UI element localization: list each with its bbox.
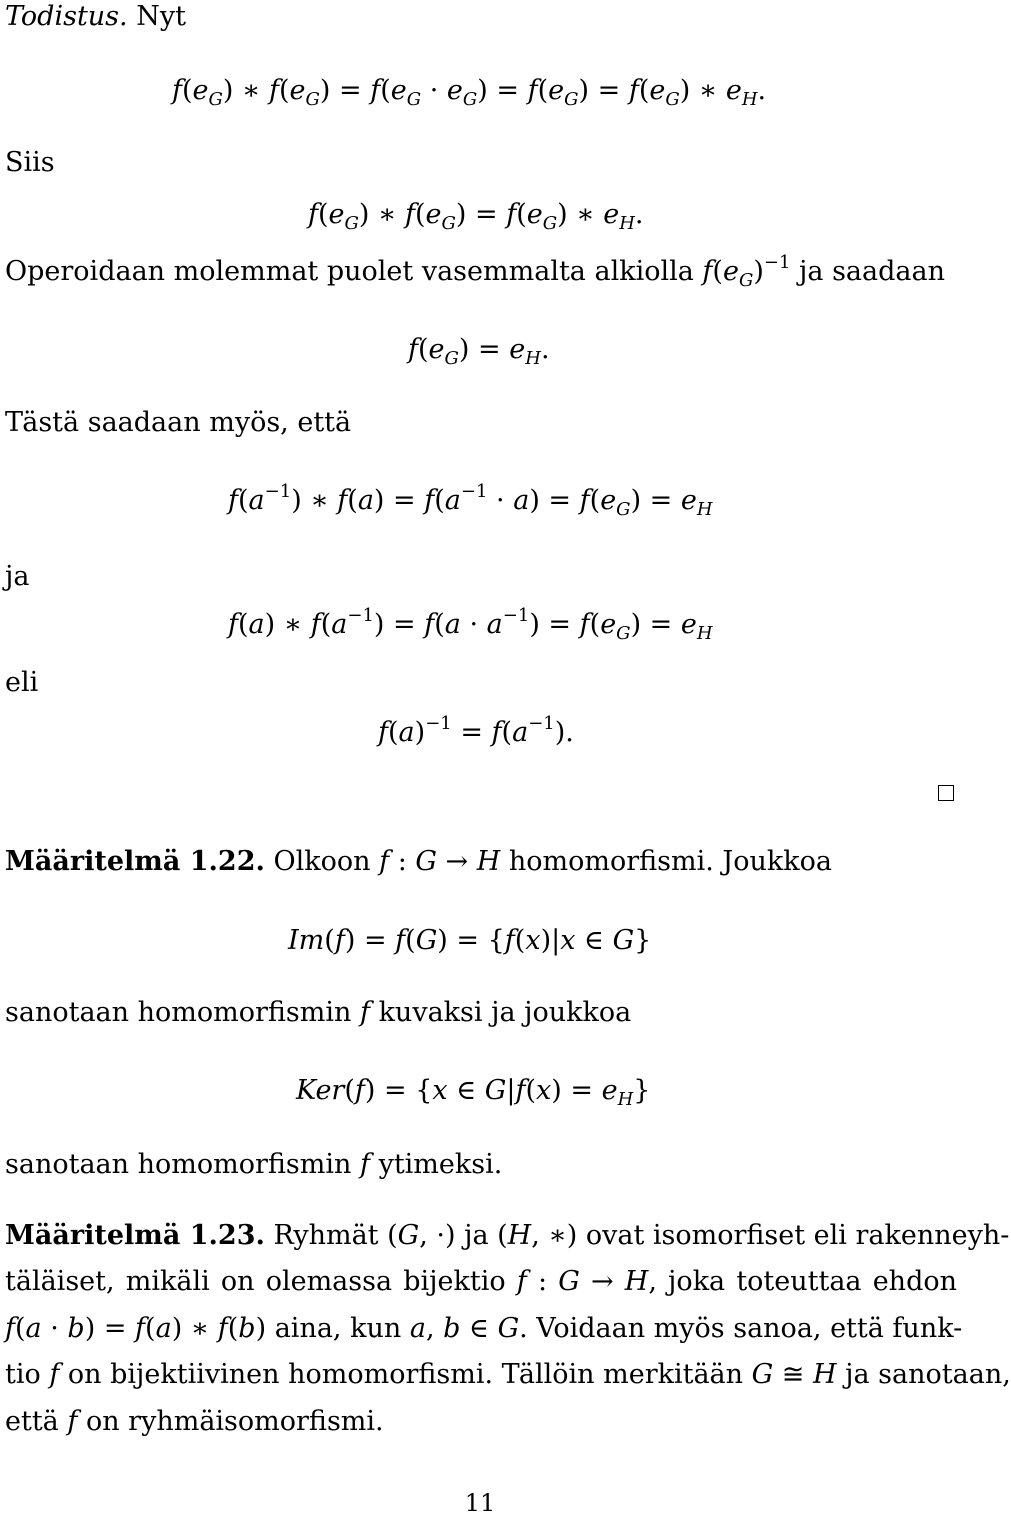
equation-kernel: Ker(f) = {x ∈ $G|f(x) = e_H$} — [296, 1075, 651, 1110]
equation-2: $f(e_G)$ ∗ $f(e_G) = f(e_G)$ ∗ $e_H$. — [308, 199, 644, 234]
text-ytimeksi-line: sanotaan homomorfismin f ytimeksi. — [5, 1149, 503, 1180]
page-number: 11 — [464, 1489, 496, 1517]
text-siis: Siis — [5, 147, 55, 178]
text-kuvaksi-b: kuvaksi ja joukkoa — [378, 997, 632, 1028]
definition-1-22-text-b: homomorfismi. Joukkoa — [508, 846, 832, 877]
proof-label: Todistus. — [5, 1, 128, 32]
equation-6: $f(a)^{-1} = f(a^{-1})$. — [378, 713, 574, 748]
equation-5: f(a) ∗ $f(a^{-1}) = f(a \cdot a^{-1}) = f(e_G) = e_H$ — [228, 605, 713, 644]
definition-1-23-label: Määritelmä 1.23. — [5, 1220, 265, 1251]
text-kuvaksi-a: sanotaan homomorfismin — [5, 997, 352, 1028]
text-ja: ja — [5, 561, 30, 592]
definition-1-22-math: f — [379, 846, 390, 877]
equation-image: Im(f) = f(G) = {f(x)|x ∈ G} — [288, 925, 652, 956]
definition-1-22-line: Määritelmä 1.22. Olkoon f : G → H homomorfismi. Joukkoa — [5, 846, 832, 877]
definition-1-23-line-1: Määritelmä 1.23. Ryhmät (G, ·) ja (H, ∗) ovat isomorfiset eli rakenneyh- — [5, 1220, 1010, 1251]
equation-1: $f(e_G)$ ∗ $f(e_G) = f(e_G \cdot e_G) = f(e_G) = f(e_G)$ ∗ $e_H$. — [172, 75, 767, 110]
text-ytimeksi-b: ytimeksi. — [378, 1149, 503, 1180]
definition-1-23-line-3: f(a · b) = f(a) ∗ f(b) aina, kun a, b ∈ G. Voidaan myös sanoa, että funk- — [5, 1313, 963, 1344]
text-kuvaksi-line: sanotaan homomorfismin f kuvaksi ja joukkoa — [5, 997, 632, 1028]
qed-box-icon — [938, 785, 954, 801]
text-ytimeksi-a: sanotaan homomorfismin — [5, 1149, 352, 1180]
text-operoidaan: Operoidaan molemmat puolet vasemmalta alkiolla $f(e_G)^{-1}$ ja saadaan — [5, 252, 945, 291]
definition-1-23-line-5: että f on ryhmäisomorfismi. — [5, 1406, 384, 1437]
proof-intro-line — [5, 0, 186, 34]
definition-1-23-line-4: tio f on bijektiivinen homomorfismi. Tällöin merkitään G ≅ H ja sanotaan, — [5, 1359, 1011, 1390]
definition-1-22-text-a: Olkoon — [273, 846, 371, 877]
equation-4: $f(a^{-1})$ ∗ $f(a) = f(a^{-1} \cdot a) = f(e_G) = e_H$ — [228, 481, 713, 520]
text-tasta: Tästä saadaan myös, että — [5, 407, 352, 438]
definition-1-22-label: Määritelmä 1.22. — [5, 846, 265, 877]
text-eli: eli — [5, 667, 39, 698]
equation-3: $f(e_G) = e_H$. — [408, 334, 550, 369]
proof-intro-text: Nyt — [136, 1, 186, 32]
definition-1-23-line-2: täläiset, mikäli on olemassa bijektio f : G → H, joka toteuttaa ehdon — [5, 1266, 957, 1297]
